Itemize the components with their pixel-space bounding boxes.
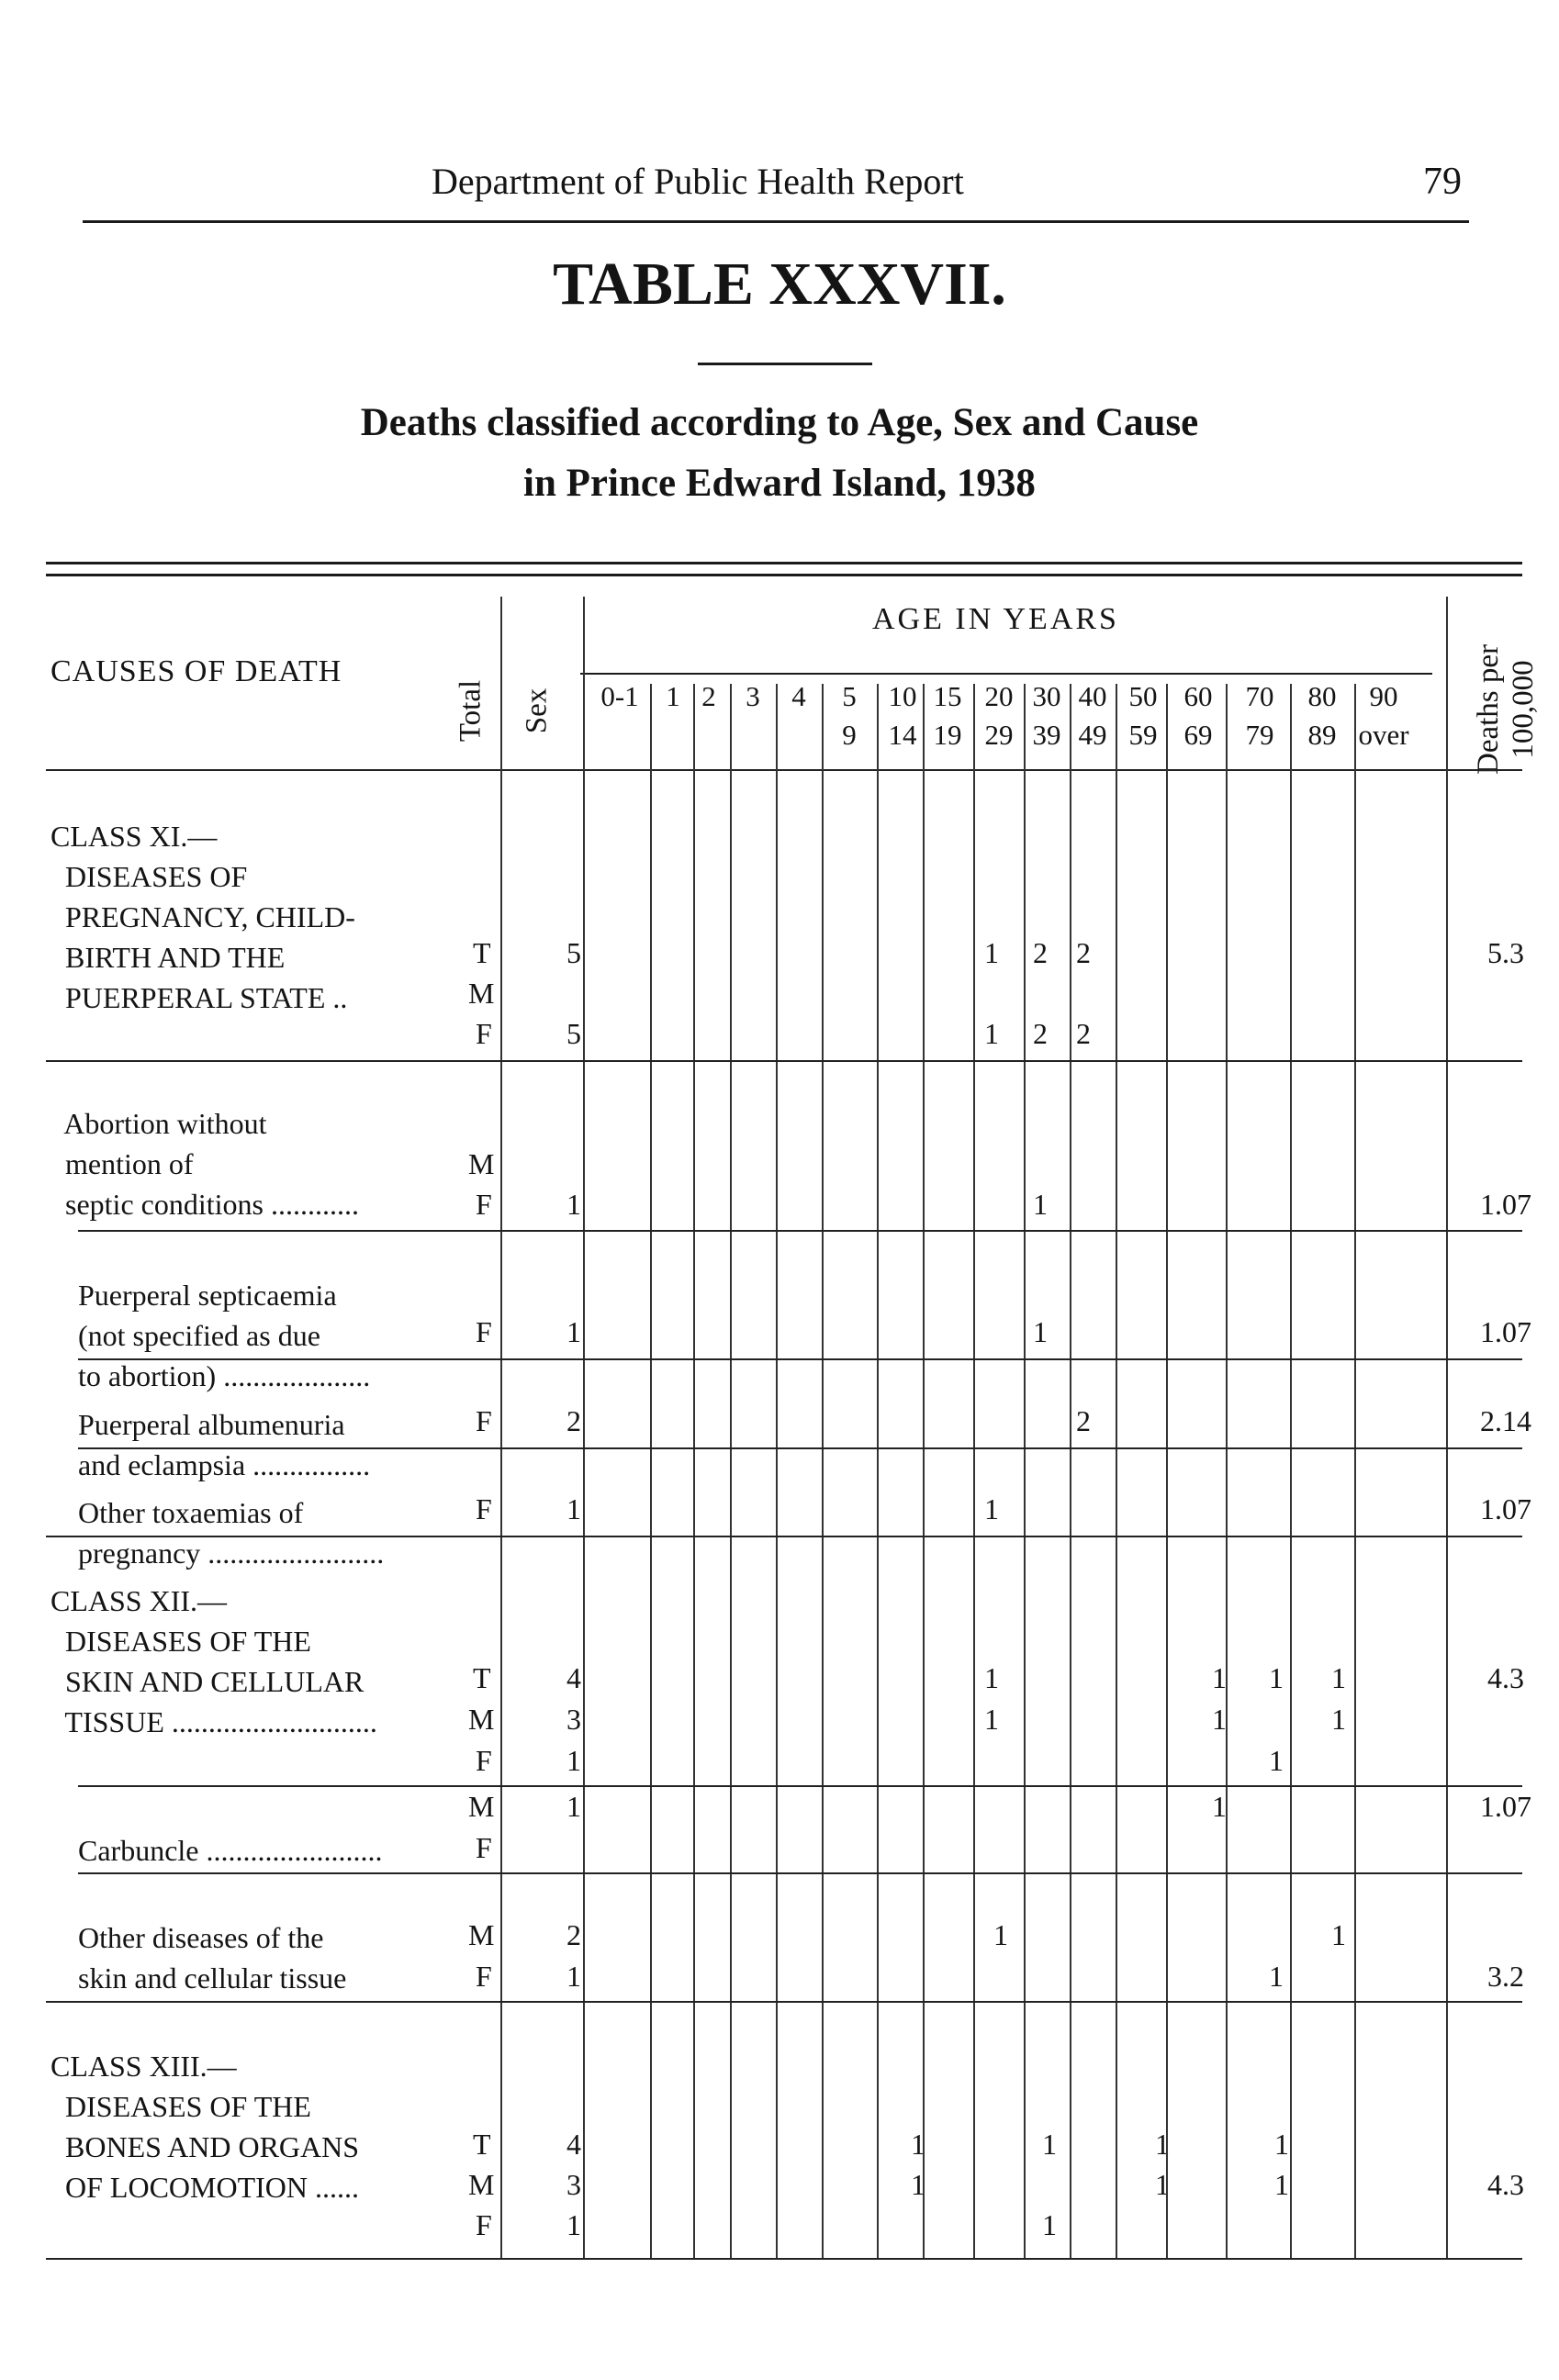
deaths-per-unit: 100,000 bbox=[1507, 660, 1540, 759]
table-top-rule bbox=[46, 562, 1522, 564]
table-title: TABLE XXXVII. bbox=[553, 251, 1006, 318]
sex-mark: T bbox=[473, 2128, 491, 2161]
cell-value: 1 bbox=[1212, 1703, 1227, 1736]
deaths-per-column-header bbox=[1471, 609, 1541, 810]
sex-mark: F bbox=[476, 1017, 492, 1050]
page-number: 79 bbox=[1423, 161, 1462, 203]
puerperal-septicaemia-label: Puerperal septicaemia (not specified as due to abortion) .................... bbox=[78, 1279, 371, 1392]
cell-value: 1 bbox=[1042, 2128, 1057, 2161]
column-divider bbox=[1070, 684, 1071, 2258]
sex-mark: F bbox=[476, 1831, 492, 1864]
cell-value: 1 bbox=[984, 1017, 999, 1050]
class-xii-heading: CLASS XII.— DISEASES OF THE SKIN AND CELLULAR TISSUE ............................ bbox=[50, 1584, 377, 1738]
total-column-header: Total bbox=[454, 679, 488, 743]
sex-mark: F bbox=[476, 1960, 492, 1993]
sex-mark: F bbox=[476, 1315, 492, 1348]
age-col-14: 80 89 bbox=[1307, 680, 1337, 751]
cell-total: 1 bbox=[566, 1315, 581, 1348]
cell-rate: 1.07 bbox=[1480, 1790, 1531, 1823]
cell-rate: 1.07 bbox=[1480, 1188, 1531, 1221]
column-divider bbox=[776, 684, 778, 2258]
age-col-0: 0-1 bbox=[600, 680, 639, 712]
running-head bbox=[83, 138, 1469, 223]
sex-mark: M bbox=[468, 2168, 495, 2201]
cell-value: 1 bbox=[1269, 1744, 1284, 1777]
age-col-4: 4 bbox=[791, 680, 806, 712]
cell-rate: 3.2 bbox=[1487, 1960, 1524, 1993]
row-divider bbox=[78, 1872, 1522, 1874]
cell-rate: 2.14 bbox=[1480, 1404, 1531, 1437]
table-caption-line-1: Deaths classified according to Age, Sex and Cause bbox=[360, 401, 1199, 444]
sex-mark: F bbox=[476, 2208, 492, 2241]
cell-value: 2 bbox=[1076, 1017, 1091, 1050]
column-divider bbox=[1166, 684, 1168, 2258]
age-col-11: 50 59 bbox=[1128, 680, 1158, 751]
sex-mark: F bbox=[476, 1188, 492, 1221]
cell-value: 1 bbox=[984, 1492, 999, 1525]
sex-mark: T bbox=[473, 936, 491, 969]
cell-rate: 4.3 bbox=[1487, 2168, 1524, 2201]
cell-value: 1 bbox=[1274, 2128, 1289, 2161]
cell-value: 1 bbox=[1269, 1661, 1284, 1694]
column-divider bbox=[877, 684, 879, 2258]
age-col-13: 70 79 bbox=[1245, 680, 1274, 751]
cell-total: 1 bbox=[566, 1744, 581, 1777]
abortion-row-label: Abortion without mention of septic conditions ............ bbox=[50, 1107, 359, 1221]
cell-value: 1 bbox=[1212, 1790, 1227, 1823]
row-divider bbox=[78, 1230, 1522, 1232]
sex-mark: M bbox=[468, 1147, 495, 1180]
cell-total: 2 bbox=[566, 1918, 581, 1951]
table-top-rule-inner bbox=[46, 574, 1522, 576]
row-divider bbox=[78, 1785, 1522, 1787]
cell-value: 2 bbox=[1076, 936, 1091, 969]
cell-value: 1 bbox=[1212, 1661, 1227, 1694]
cell-total: 4 bbox=[566, 1661, 581, 1694]
cell-rate: 1.07 bbox=[1480, 1492, 1531, 1525]
cell-value: 1 bbox=[911, 2128, 925, 2161]
cell-value: 1 bbox=[993, 1918, 1008, 1951]
age-group-rule bbox=[580, 673, 1432, 675]
row-divider bbox=[78, 1358, 1522, 1360]
cell-value: 1 bbox=[1331, 1918, 1346, 1951]
cell-value: 2 bbox=[1033, 1017, 1048, 1050]
cell-value: 1 bbox=[911, 2168, 925, 2201]
albumenuria-label: Puerperal albumenuria and eclampsia ................ bbox=[78, 1408, 371, 1481]
sex-mark: M bbox=[468, 977, 495, 1010]
class-xiii-heading: CLASS XIII.— DISEASES OF THE BONES AND ORGANS OF LOCOMOTION ...... bbox=[50, 2050, 360, 2204]
cell-value: 1 bbox=[1042, 2208, 1057, 2241]
cell-value: 1 bbox=[984, 936, 999, 969]
column-divider bbox=[1116, 684, 1117, 2258]
cell-total: 2 bbox=[566, 1404, 581, 1437]
cell-total: 5 bbox=[566, 1017, 581, 1050]
cell-total: 1 bbox=[566, 1492, 581, 1525]
column-divider bbox=[1226, 684, 1228, 2258]
sex-mark: T bbox=[473, 1661, 491, 1694]
cell-value: 1 bbox=[1155, 2128, 1170, 2161]
age-col-7: 15 19 bbox=[933, 680, 962, 751]
column-divider bbox=[822, 684, 824, 2258]
column-divider bbox=[693, 684, 695, 2258]
column-divider bbox=[650, 684, 652, 2258]
cell-value: 1 bbox=[1033, 1188, 1048, 1221]
cell-total: 4 bbox=[566, 2128, 581, 2161]
cell-total: 3 bbox=[566, 1703, 581, 1736]
row-divider bbox=[46, 1060, 1522, 1062]
column-divider bbox=[973, 684, 975, 2258]
cell-value: 1 bbox=[1274, 2168, 1289, 2201]
other-toxaemias-label: Other toxaemias of pregnancy ........................ bbox=[78, 1496, 385, 1570]
cell-total: 1 bbox=[566, 1188, 581, 1221]
age-col-9: 30 39 bbox=[1032, 680, 1061, 751]
age-col-8: 20 29 bbox=[984, 680, 1014, 751]
age-col-15: 90 over bbox=[1358, 680, 1409, 751]
cell-value: 1 bbox=[1269, 1960, 1284, 1993]
other-skin-diseases-label: Other diseases of the skin and cellular tissue bbox=[78, 1921, 347, 1995]
cell-total: 3 bbox=[566, 2168, 581, 2201]
row-divider bbox=[46, 1536, 1522, 1537]
deaths-per-label: Deaths per bbox=[1472, 643, 1505, 776]
sex-mark: M bbox=[468, 1918, 495, 1951]
column-divider bbox=[730, 684, 732, 2258]
row-divider bbox=[46, 2258, 1522, 2260]
causes-column-header: CAUSES OF DEATH bbox=[50, 654, 342, 688]
sex-mark: F bbox=[476, 1492, 492, 1525]
cell-total: 1 bbox=[566, 1790, 581, 1823]
sex-mark: F bbox=[476, 1744, 492, 1777]
cell-total: 1 bbox=[566, 2208, 581, 2241]
age-col-3: 3 bbox=[746, 680, 760, 712]
sex-mark: F bbox=[476, 1404, 492, 1437]
cell-rate: 5.3 bbox=[1487, 936, 1524, 969]
age-col-10: 40 49 bbox=[1078, 680, 1107, 751]
sex-mark: M bbox=[468, 1790, 495, 1823]
cell-value: 1 bbox=[984, 1661, 999, 1694]
age-col-12: 60 69 bbox=[1183, 680, 1213, 751]
class-xi-heading: CLASS XI.— DISEASES OF PREGNANCY, CHILD- BIRTH AND THE PUERPERAL STATE .. bbox=[50, 820, 355, 1014]
cell-total: 5 bbox=[566, 936, 581, 969]
cell-value: 1 bbox=[1331, 1661, 1346, 1694]
cell-total: 1 bbox=[566, 1960, 581, 1993]
column-divider bbox=[1024, 684, 1026, 2258]
cell-value: 1 bbox=[1033, 1315, 1048, 1348]
age-col-1: 1 bbox=[666, 680, 680, 712]
cell-value: 2 bbox=[1076, 1404, 1091, 1437]
cell-value: 1 bbox=[984, 1703, 999, 1736]
sex-mark: M bbox=[468, 1703, 495, 1736]
cell-value: 1 bbox=[1155, 2168, 1170, 2201]
column-divider bbox=[500, 597, 502, 2258]
row-divider bbox=[46, 2001, 1522, 2003]
running-title: Department of Public Health Report bbox=[432, 161, 964, 202]
age-col-6: 10 14 bbox=[888, 680, 917, 751]
cell-rate: 4.3 bbox=[1487, 1661, 1524, 1694]
column-divider bbox=[1290, 684, 1292, 2258]
cell-value: 2 bbox=[1033, 936, 1048, 969]
row-divider bbox=[78, 1447, 1522, 1449]
column-divider bbox=[923, 684, 925, 2258]
age-group-header: AGE IN YEARS bbox=[872, 602, 1119, 636]
age-col-2: 2 bbox=[701, 680, 716, 712]
title-divider bbox=[698, 363, 872, 365]
table-caption-line-2: in Prince Edward Island, 1938 bbox=[523, 462, 1036, 505]
column-divider bbox=[1446, 597, 1448, 2258]
sex-column-header: Sex bbox=[520, 687, 554, 734]
carbuncle-label: Carbuncle ........................ bbox=[78, 1834, 383, 1867]
cell-rate: 1.07 bbox=[1480, 1315, 1531, 1348]
column-divider bbox=[583, 597, 585, 2258]
age-col-5: 5 9 bbox=[842, 680, 857, 751]
column-divider bbox=[1354, 684, 1356, 2258]
cell-value: 1 bbox=[1331, 1703, 1346, 1736]
row-divider bbox=[46, 769, 1522, 771]
